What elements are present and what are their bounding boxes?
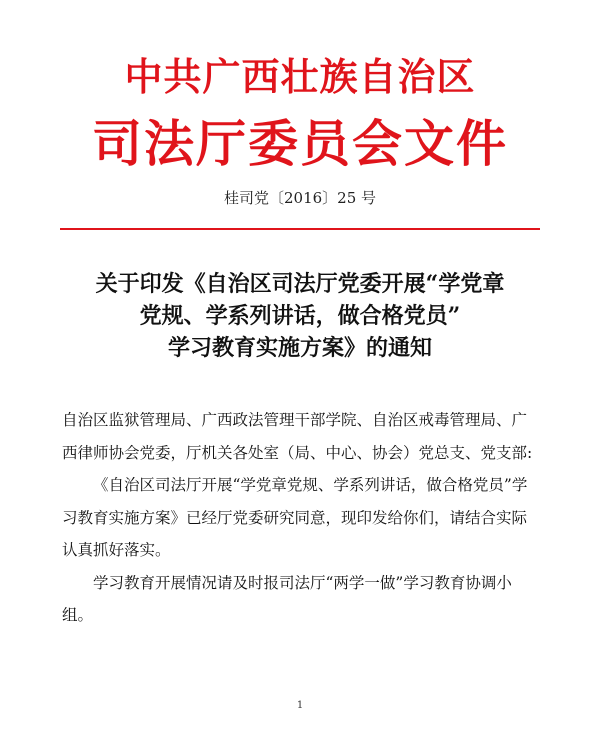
document-title bbox=[40, 268, 560, 364]
body-paragraph-1: 《自治区司法厅开展“学党章党规、学系列讲话，做合格党员”学习教育实施方案》已经厅党委研究同意，现印发给你们，请结合实际认真抓好落实。 bbox=[62, 476, 528, 559]
title-line-1: 关于印发《自治区司法厅党委开展“学党章 bbox=[95, 271, 505, 297]
body-paragraph-2: 学习教育开展情况请及时报司法厅“两学一做”学习教育协调小组。 bbox=[62, 573, 512, 624]
document-number: 桂司党〔2016〕25 号 bbox=[223, 189, 377, 207]
red-separator-line bbox=[60, 228, 540, 230]
issuing-authority-line2: 司法厅委员会文件 bbox=[92, 114, 508, 173]
title-line-3: 学习教育实施方案》的通知 bbox=[167, 335, 432, 361]
title-line-2: 党规、学系列讲话，做合格党员” bbox=[139, 303, 461, 329]
page-number: 1 bbox=[296, 700, 304, 711]
document-body bbox=[62, 404, 542, 632]
issuing-authority-line1: 中共广西壮族自治区 bbox=[124, 54, 476, 99]
addressee-paragraph: 自治区监狱管理局、广西政法管理干部学院、自治区戒毒管理局、广西律师协会党委，厅机关各处室（局、中心、协会）党总支、党支部: bbox=[62, 411, 533, 462]
